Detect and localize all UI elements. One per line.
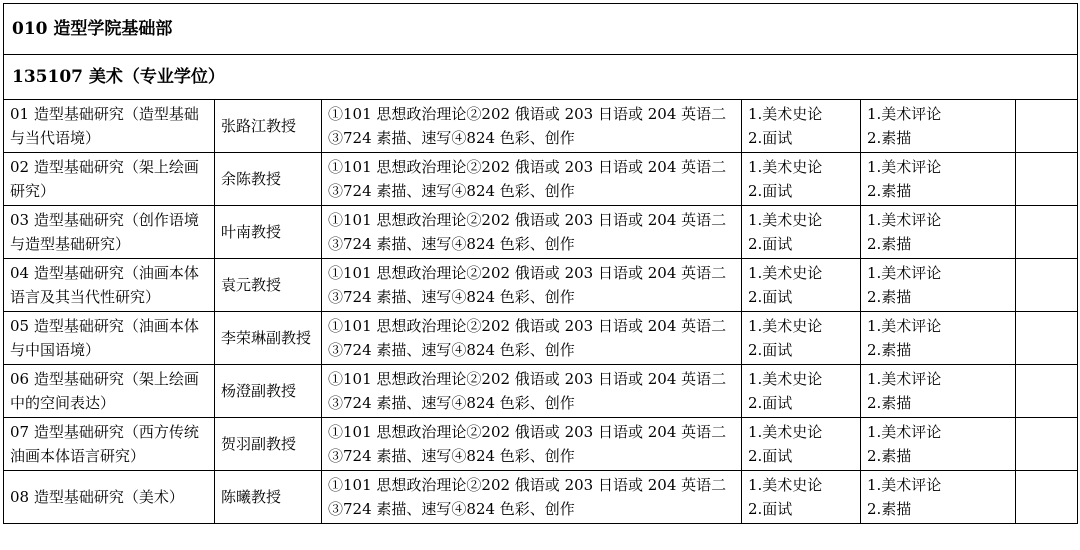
retest-subject-line: 2.面试: [748, 341, 793, 359]
additional-test-line: 2.素描: [867, 129, 912, 147]
exam-subjects-line: ③724 素描、速写④824 色彩、创作: [328, 500, 575, 518]
notes-cell: [1016, 259, 1078, 312]
table-row: [4, 153, 1078, 206]
additional-test-cell: [861, 153, 1016, 206]
retest-subjects-cell: [742, 206, 861, 259]
additional-test-cell: [861, 259, 1016, 312]
additional-test-line: 2.素描: [867, 341, 912, 359]
additional-test-cell: [861, 312, 1016, 365]
department-title: 010 造型学院基础部: [4, 4, 1078, 55]
additional-test-line: 1.美术评论: [867, 317, 942, 335]
retest-subject-line: 2.面试: [748, 288, 793, 306]
research-direction-line: 与中国语境）: [10, 341, 101, 359]
notes-cell: [1016, 471, 1078, 524]
notes-cell: [1016, 206, 1078, 259]
exam-subjects-line: ③724 素描、速写④824 色彩、创作: [328, 235, 575, 253]
additional-test-line: 2.素描: [867, 235, 912, 253]
additional-test-line: 1.美术评论: [867, 476, 942, 494]
notes-cell: [1016, 312, 1078, 365]
retest-subject-line: 1.美术史论: [748, 423, 823, 441]
research-direction-line: 油画本体语言研究）: [10, 447, 146, 465]
additional-test-cell: [861, 100, 1016, 153]
additional-test-line: 2.素描: [867, 182, 912, 200]
research-direction-line: 与当代语境）: [10, 129, 101, 147]
research-direction-cell: [4, 100, 215, 153]
exam-subjects-line: ①101 思想政治理论②202 俄语或 203 日语或 204 英语二: [328, 423, 727, 441]
notes-cell: [1016, 418, 1078, 471]
retest-subject-line: 1.美术史论: [748, 370, 823, 388]
research-direction-cell: [4, 153, 215, 206]
supervisor-cell: 叶南教授: [215, 206, 322, 259]
notes-cell: [1016, 153, 1078, 206]
research-direction-cell: [4, 471, 215, 524]
table-row: [4, 312, 1078, 365]
retest-subject-line: 2.面试: [748, 500, 793, 518]
research-direction-cell: [4, 418, 215, 471]
additional-test-cell: [861, 471, 1016, 524]
additional-test-line: 1.美术评论: [867, 264, 942, 282]
research-direction-cell: [4, 206, 215, 259]
major-row: [4, 55, 1078, 100]
research-direction-line: 语言及其当代性研究）: [10, 288, 161, 306]
table-row: [4, 100, 1078, 153]
research-direction-line: 08 造型基础研究（美术）: [10, 488, 184, 506]
additional-test-line: 1.美术评论: [867, 211, 942, 229]
exam-subjects-line: ①101 思想政治理论②202 俄语或 203 日语或 204 英语二: [328, 158, 727, 176]
supervisor-cell: 贺羽副教授: [215, 418, 322, 471]
exam-subjects-cell: [322, 471, 742, 524]
exam-subjects-line: ③724 素描、速写④824 色彩、创作: [328, 288, 575, 306]
exam-subjects-line: ③724 素描、速写④824 色彩、创作: [328, 182, 575, 200]
exam-subjects-cell: [322, 206, 742, 259]
research-direction-line: 07 造型基础研究（西方传统: [10, 423, 199, 441]
additional-test-cell: [861, 206, 1016, 259]
additional-test-line: 2.素描: [867, 447, 912, 465]
retest-subjects-cell: [742, 418, 861, 471]
additional-test-line: 1.美术评论: [867, 370, 942, 388]
additional-test-line: 1.美术评论: [867, 423, 942, 441]
exam-subjects-line: ③724 素描、速写④824 色彩、创作: [328, 394, 575, 412]
exam-subjects-line: ①101 思想政治理论②202 俄语或 203 日语或 204 英语二: [328, 317, 727, 335]
exam-subjects-line: ①101 思想政治理论②202 俄语或 203 日语或 204 英语二: [328, 105, 727, 123]
additional-test-line: 1.美术评论: [867, 105, 942, 123]
retest-subject-line: 1.美术史论: [748, 476, 823, 494]
table-row: [4, 471, 1078, 524]
retest-subject-line: 1.美术史论: [748, 211, 823, 229]
research-direction-line: 04 造型基础研究（油画本体: [10, 264, 199, 282]
research-direction-line: 01 造型基础研究（造型基础: [10, 105, 199, 123]
retest-subjects-cell: [742, 471, 861, 524]
research-direction-line: 与造型基础研究）: [10, 235, 131, 253]
table-row: [4, 365, 1078, 418]
retest-subject-line: 1.美术史论: [748, 158, 823, 176]
supervisor-cell: 李荣琳副教授: [215, 312, 322, 365]
retest-subject-line: 2.面试: [748, 394, 793, 412]
additional-test-line: 2.素描: [867, 394, 912, 412]
table-row: [4, 418, 1078, 471]
research-direction-line: 02 造型基础研究（架上绘画: [10, 158, 199, 176]
additional-test-line: 2.素描: [867, 500, 912, 518]
retest-subjects-cell: [742, 153, 861, 206]
retest-subject-line: 2.面试: [748, 129, 793, 147]
research-direction-line: 05 造型基础研究（油画本体: [10, 317, 199, 335]
research-direction-line: 研究）: [10, 182, 56, 200]
exam-subjects-line: ③724 素描、速写④824 色彩、创作: [328, 447, 575, 465]
research-direction-line: 中的空间表达）: [10, 394, 116, 412]
additional-test-cell: [861, 418, 1016, 471]
exam-subjects-line: ③724 素描、速写④824 色彩、创作: [328, 129, 575, 147]
retest-subject-line: 2.面试: [748, 235, 793, 253]
retest-subjects-cell: [742, 259, 861, 312]
research-direction-line: 03 造型基础研究（创作语境: [10, 211, 199, 229]
exam-subjects-line: ①101 思想政治理论②202 俄语或 203 日语或 204 英语二: [328, 370, 727, 388]
department-row: [4, 4, 1078, 55]
exam-subjects-cell: [322, 100, 742, 153]
research-direction-cell: [4, 365, 215, 418]
additional-test-line: 2.素描: [867, 288, 912, 306]
retest-subject-line: 2.面试: [748, 447, 793, 465]
retest-subject-line: 1.美术史论: [748, 264, 823, 282]
retest-subjects-cell: [742, 365, 861, 418]
additional-test-line: 1.美术评论: [867, 158, 942, 176]
table-row: [4, 206, 1078, 259]
admissions-table-page: [3, 3, 1077, 524]
retest-subject-line: 1.美术史论: [748, 317, 823, 335]
notes-cell: [1016, 365, 1078, 418]
research-direction-cell: [4, 312, 215, 365]
retest-subjects-cell: [742, 312, 861, 365]
supervisor-cell: 袁元教授: [215, 259, 322, 312]
exam-subjects-line: ①101 思想政治理论②202 俄语或 203 日语或 204 英语二: [328, 476, 727, 494]
exam-subjects-cell: [322, 365, 742, 418]
supervisor-cell: 陈曦教授: [215, 471, 322, 524]
retest-subjects-cell: [742, 100, 861, 153]
additional-test-cell: [861, 365, 1016, 418]
exam-subjects-cell: [322, 153, 742, 206]
table-row: [4, 259, 1078, 312]
research-direction-line: 06 造型基础研究（架上绘画: [10, 370, 199, 388]
exam-subjects-cell: [322, 418, 742, 471]
notes-cell: [1016, 100, 1078, 153]
supervisor-cell: 余陈教授: [215, 153, 322, 206]
exam-subjects-line: ③724 素描、速写④824 色彩、创作: [328, 341, 575, 359]
exam-subjects-line: ①101 思想政治理论②202 俄语或 203 日语或 204 英语二: [328, 211, 727, 229]
exam-subjects-line: ①101 思想政治理论②202 俄语或 203 日语或 204 英语二: [328, 264, 727, 282]
retest-subject-line: 2.面试: [748, 182, 793, 200]
exam-subjects-cell: [322, 312, 742, 365]
admissions-table: [3, 3, 1078, 524]
research-direction-cell: [4, 259, 215, 312]
exam-subjects-cell: [322, 259, 742, 312]
major-title: 135107 美术（专业学位）: [4, 55, 1078, 100]
retest-subject-line: 1.美术史论: [748, 105, 823, 123]
supervisor-cell: 张路江教授: [215, 100, 322, 153]
supervisor-cell: 杨澄副教授: [215, 365, 322, 418]
